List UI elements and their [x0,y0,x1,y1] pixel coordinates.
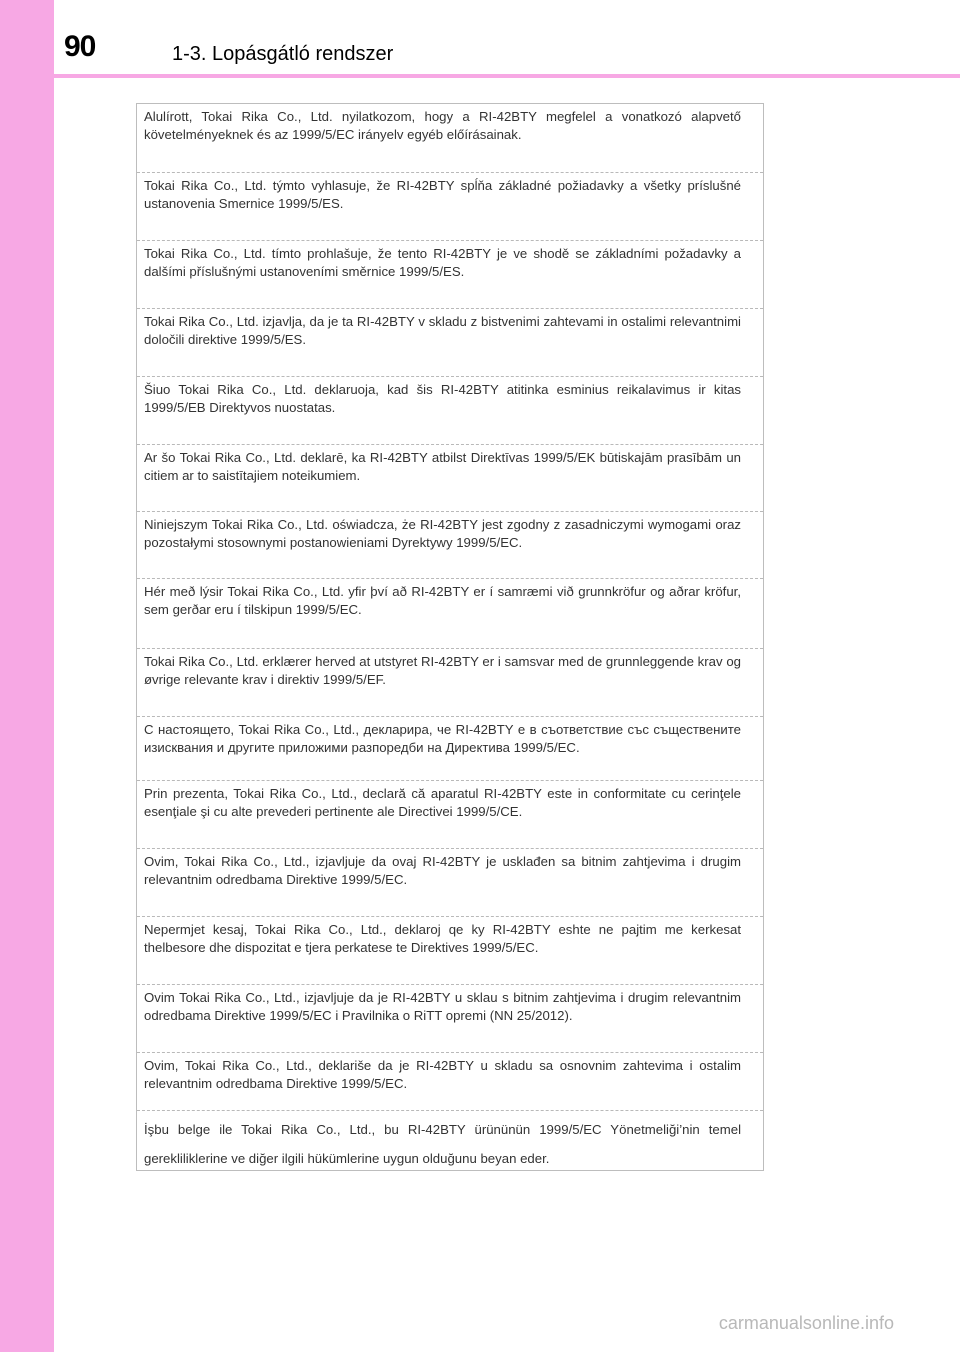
declaration-polish: Niniejszym Tokai Rika Co., Ltd. oświadcza, że RI-42BTY jest zgodny z zasadniczymi wymogami oraz pozostałymi stosownymi postanowieniami Dyrektywy 1999/5/EC. [137,511,763,552]
declaration-turkish: İşbu belge ile Tokai Rika Co., Ltd., bu RI-42BTY ürününün 1999/5/EC Yönetmeliği’nin temel gerekliliklerine ve diğer ilgili hükümlerine uygun olduğunu beyan eder. [137,1110,763,1173]
declaration-bulgarian: С настоящето, Tokai Rika Co., Ltd., декларира, че RI-42BTY е в съответствие със съществените изисквания и другите приложими разпоредби на Директива 1999/5/EC. [137,716,763,757]
declaration-slovenian: Tokai Rika Co., Ltd. izjavlja, da je ta RI-42BTY v skladu z bistvenimi zahtevami in ostalimi relevantnimi določili direktive 1999/5/ES. [137,308,763,349]
page-header [0,0,960,78]
section-title: 1-3. Lopásgátló rendszer [172,43,394,65]
header-rule [54,74,960,78]
declaration-hungarian: Alulírott, Tokai Rika Co., Ltd. nyilatkozom, hogy a RI-42BTY megfelel a vonatkozó alapvető követelményeknek és az 1999/5/EC irányelv egyéb előírásainak. [144,109,741,142]
declarations-box [136,103,764,1171]
left-accent-bar [0,0,54,1352]
declaration-serbian: Ovim, Tokai Rika Co., Ltd., deklariše da je RI-42BTY u skladu sa osnovnim zahtevima i ostalim relevantnim odredbama Direktive 1999/5/EC. [137,1052,763,1093]
declaration-czech: Tokai Rika Co., Ltd. tímto prohlašuje, že tento RI-42BTY je ve shodě se základními požadavky a dalšími příslušnými ustanoveními směrnice 1999/5/ES. [137,240,763,281]
declaration-romanian: Prin prezenta, Tokai Rika Co., Ltd., declară că aparatul RI-42BTY este in conformitate cu cerinţele esenţiale şi cu alte prevederi pertinente ale Directivei 1999/5/CE. [137,780,763,821]
declaration-norwegian: Tokai Rika Co., Ltd. erklærer herved at utstyret RI-42BTY er i samsvar med de grunnleggende krav og øvrige relevante krav i direktiv 1999/5/EF. [137,648,763,689]
declaration-latvian: Ar šo Tokai Rika Co., Ltd. deklarē, ka RI-42BTY atbilst Direktīvas 1999/5/EK būtiskajām prasībām un citiem ar to saistītajiem noteikumiem. [137,444,763,485]
declaration-bosnian: Ovim, Tokai Rika Co., Ltd., izjavljuje da ovaj RI-42BTY je usklađen sa bitnim zahtjevima i drugim relevantnim odredbama Direktive 1999/5/EC. [137,848,763,889]
declaration-slovak: Tokai Rika Co., Ltd. týmto vyhlasuje, že RI-42BTY spĺňa základné požiadavky a všetky príslušné ustanovenia Smernice 1999/5/ES. [137,172,763,213]
declaration-albanian: Nepermjet kesaj, Tokai Rika Co., Ltd., deklaroj qe ky RI-42BTY eshte ne pajtim me kerkesat thelbesore dhe dispozitat e tjera perkatese te Direktives 1999/5/EC. [137,916,763,957]
watermark: carmanualsonline.info [718,1313,894,1333]
declaration-icelandic: Hér með lýsir Tokai Rika Co., Ltd. yfir því að RI-42BTY er í samræmi við grunnkröfur og aðrar kröfur, sem gerðar eru í tilskipun 1999/5/EC. [137,578,763,619]
page-number: 90 [64,30,96,63]
declaration-croatian: Ovim Tokai Rika Co., Ltd., izjavljuje da je RI-42BTY u sklau s bitnim zahtjevima i drugim relevantnim odredbama Direktive 1999/5/EC i Pravilnika o RiTT opremi (NN 25/2012). [137,984,763,1025]
declaration-lithuanian: Šiuo Tokai Rika Co., Ltd. deklaruoja, kad šis RI-42BTY atitinka esminius reikalavimus ir kitas 1999/5/EB Direktyvos nuostatas. [137,376,763,417]
